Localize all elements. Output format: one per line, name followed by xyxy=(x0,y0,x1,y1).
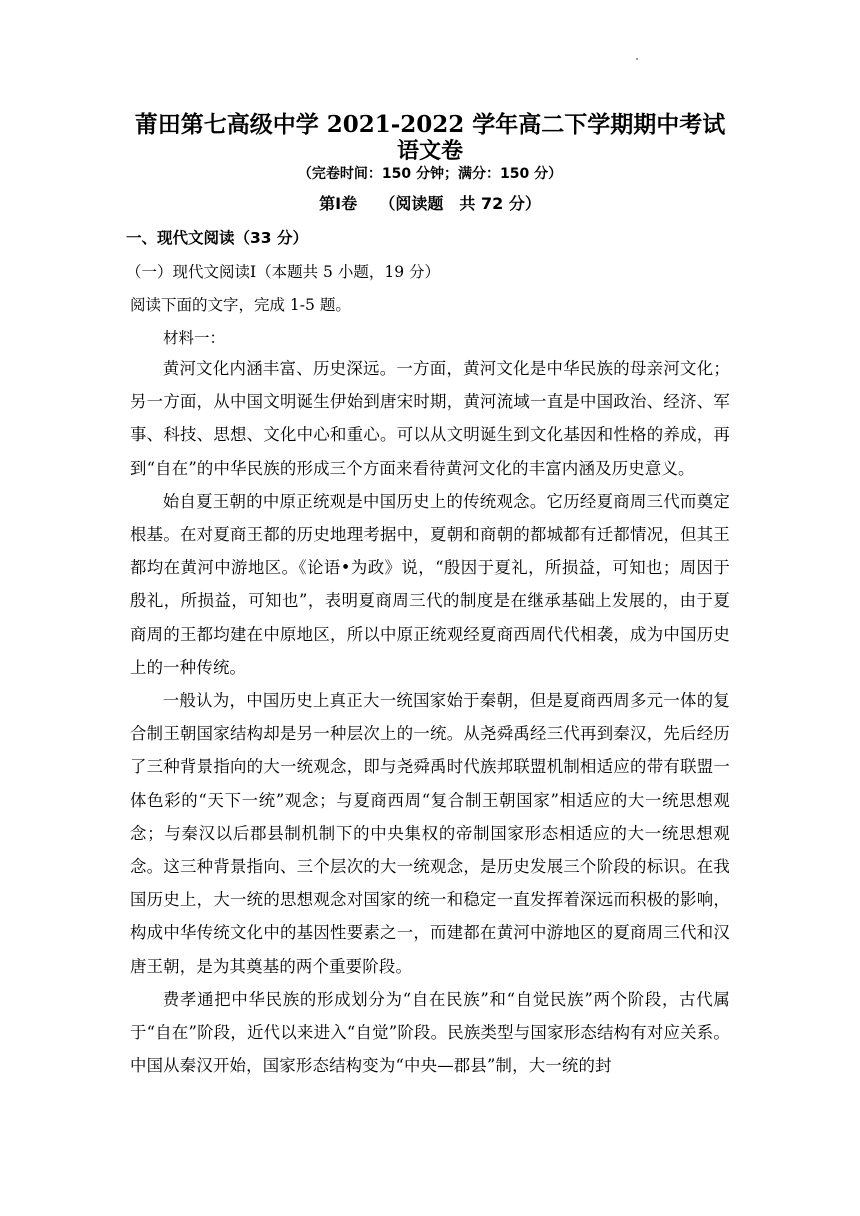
volume-label: 第Ⅰ卷 xyxy=(319,194,358,213)
material-label: 材料一： xyxy=(163,329,226,347)
scan-dot xyxy=(636,58,638,60)
instruction: 阅读下面的文字，完成 1-5 题。 xyxy=(130,296,351,314)
paragraph: 费孝通把中华民族的形成划分为“自在民族”和“自觉民族”两个阶段，古代属于“自在”阶段，近代以来进入“自觉”阶段。民族类型与国家形态结构有对应关系。中国从秦汉开始，国家形态结构变为“中央—郡县”制，大一统的封 xyxy=(130,989,730,1076)
passage xyxy=(130,352,730,1082)
section-heading: 一、现代文阅读（33 分） xyxy=(126,229,308,247)
sub-heading: （一）现代文阅读Ⅰ（本题共 5 小题，19 分） xyxy=(126,263,440,281)
exam-title: 莆田第七高级中学 2021-2022 学年高二下学期期中考试 xyxy=(134,111,726,138)
volume-heading xyxy=(0,191,860,214)
paragraph: 始自夏王朝的中原正统观是中国历史上的传统观念。它历经夏商周三代而奠定根基。在对夏商王都的历史地理考据中，夏朝和商朝的都城都有迁都情况，但其王都均在黄河中游地区。《论语•为政》说，“殷因于夏礼，所损益，可知也；周因于殷礼，所损益，可知也”，表明夏商周三代的制度是在继承基础上发展的，由于夏商周的王都均建在中原地区，所以中原正统观经夏商西周代代相袭，成为中国历史上的一种传统。 xyxy=(130,491,730,677)
exam-info: （完卷时间：150 分钟；满分：150 分） xyxy=(297,166,563,182)
paragraph: 一般认为，中国历史上真正大一统国家始于秦朝，但是夏商西周多元一体的复合制王朝国家结构却是另一种层次上的一统。从尧舜禹经三代再到秦汉，先后经历了三种背景指向的大一统观念，即与尧舜禹时代族邦联盟机制相适应的带有联盟一体色彩的“天下一统”观念；与夏商西周“复合制王朝国家”相适应的大一统思想观念；与秦汉以后郡县制机制下的中央集权的帝制国家形态相适应的大一统思想观念。这三种背景指向、三个层次的大一统观念，是历史发展三个阶段的标识。在我国历史上，大一统的思想观念对国家的统一和稳定一直发挥着深远而积极的影响，构成中华传统文化中的基因性要素之一，而建都在黄河中游地区的夏商周三代和汉唐王朝，是为其奠基的两个重要阶段。 xyxy=(130,691,730,976)
volume-desc: （阅读题 共 72 分） xyxy=(379,194,541,213)
paragraph: 黄河文化内涵丰富、历史深远。一方面，黄河文化是中华民族的母亲河文化；另一方面，从中国文明诞生伊始到唐宋时期，黄河流域一直是中国政治、经济、军事、科技、思想、文化中心和重心。可以从文明诞生到文化基因和性格的养成，再到“自在”的中华民族的形成三个方面来看待黄河文化的丰富内涵及历史意义。 xyxy=(130,359,730,478)
exam-subject: 语文卷 xyxy=(396,138,463,164)
